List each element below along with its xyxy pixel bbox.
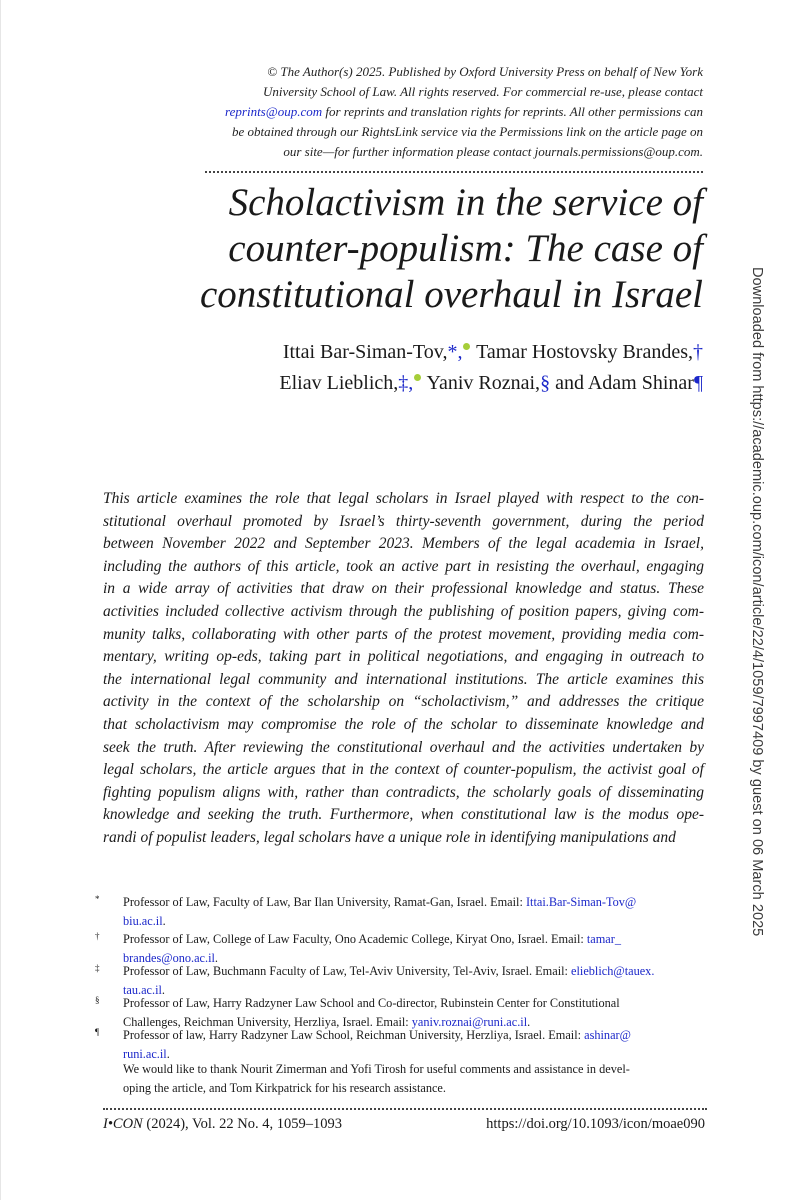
- footnote-symbol: †: [95, 931, 100, 941]
- email-link-cont[interactable]: biu.ac.il: [123, 914, 163, 928]
- footnote-mark-pilcrow[interactable]: ¶: [693, 372, 703, 394]
- copyright-line-5: our site—for further information please contact journals.permissions@oup.com.: [283, 144, 703, 159]
- footnote-5: [95, 1026, 707, 1064]
- copyright-line-3-text: for reprints and translation rights for reprints. All other permissions can: [322, 104, 703, 119]
- footnote-symbol: §: [95, 995, 100, 1005]
- footnote-text: [123, 893, 707, 931]
- copyright-notice: [170, 62, 703, 162]
- footnote-body: Professor of Law, Harry Radzyner Law School and Co-director, Rubinstein Center for Constitutional: [123, 996, 620, 1010]
- abstract-line: stitutional overhaul promoted by Israel’s thirty-seventh government, during the period: [103, 512, 704, 530]
- footnote-mark-dagger[interactable]: †: [693, 341, 703, 363]
- abstract-line: activity in the context of the scholarship on “scholactivism,” and addresses the critique: [103, 693, 704, 711]
- abstract-line: between November 2022 and September 2023. Members of the legal academia in Israel,: [103, 535, 704, 553]
- orcid-icon[interactable]: [463, 343, 470, 350]
- email-link[interactable]: tamar_: [586, 932, 622, 946]
- author-line-1: [200, 337, 703, 368]
- footnote-mark-star[interactable]: *,: [447, 341, 463, 363]
- footnote-period: .: [527, 1015, 531, 1029]
- abstract-line: This article examines the role that legal scholars in Israel played with respect to the con-: [103, 490, 704, 507]
- footnote-mark-section[interactable]: §: [540, 372, 551, 394]
- abstract-line: fighting populism aligns with, rather than contradicts, the scholarly goals of disseminating: [103, 783, 704, 801]
- footnote-body: Professor of Law, College of Law Faculty, Ono Academic College, Kiryat Ono, Israel. Email:: [123, 932, 587, 946]
- author-line-2: [200, 368, 703, 399]
- author-roznai: Yaniv Roznai,: [426, 372, 541, 394]
- email-link[interactable]: yaniv.roznai@runi.ac.il: [411, 1015, 528, 1029]
- title-line-2: counter-populism: The case of: [228, 227, 703, 270]
- author-shinar: and Adam Shinar: [550, 372, 694, 394]
- footnote-body: Professor of Law, Buchmann Faculty of Law, Tel-Aviv University, Tel-Aviv, Israel. Email:: [123, 964, 572, 978]
- title-line-1: Scholactivism in the service of: [228, 181, 703, 224]
- email-link-cont[interactable]: tau.ac.il: [123, 983, 162, 997]
- download-watermark: [740, 267, 766, 937]
- top-dotted-rule: [205, 171, 703, 173]
- article-title: [150, 180, 703, 318]
- download-note: Downloaded from https://academic.oup.com/icon/article/22/4/1059/7997409 by guest on 06 March 2025: [749, 267, 765, 937]
- copyright-line-1: © The Author(s) 2025. Published by Oxford University Press on behalf of New York: [267, 64, 703, 79]
- journal-citation: [103, 1116, 342, 1133]
- abstract-line: knowledge and seeking the truth. Furthermore, when constitutional law is the modus ope-: [103, 806, 704, 824]
- author-bar-siman-tov: Ittai Bar-Siman-Tov,: [282, 341, 448, 363]
- email-link-cont[interactable]: brandes@ono.ac.il: [123, 951, 215, 965]
- abstract-line: legal scholars, the article argues that in the context of counter-populism, the activist goal of: [103, 761, 704, 779]
- copyright-line-3: [170, 102, 703, 122]
- abstract-line: mentary, writing op-eds, taking part in political negotiations, and engaging in outreach to: [103, 648, 704, 666]
- footnote-body: Professor of Law, Faculty of Law, Bar Ilan University, Ramat-Gan, Israel. Email:: [123, 895, 526, 909]
- journal-volume: (2024), Vol. 22 No. 4, 1059–1093: [142, 1116, 342, 1132]
- footnote-1: [95, 893, 707, 931]
- acknowledgment-line-1: We would like to thank Nourit Zimerman and Yofi Tirosh for useful comments and assistance in devel-: [123, 1062, 630, 1076]
- footnote-period: .: [162, 914, 166, 928]
- title-line-3: constitutional overhaul in Israel: [199, 273, 703, 316]
- footnote-period: .: [161, 983, 165, 997]
- acknowledgment: [123, 1060, 707, 1098]
- footnote-body-cont: Challenges, Reichman University, Herzliya, Israel. Email:: [123, 1015, 412, 1029]
- footnote-symbol: ‡: [95, 963, 100, 973]
- email-link[interactable]: elieblich@tauex.: [571, 964, 655, 978]
- copyright-line-4: be obtained through our RightsLink service via the Permissions link on the article page on: [231, 124, 703, 139]
- abstract-line: in a wide array of activities that draw on their professional knowledge and status. These: [103, 580, 704, 598]
- email-link[interactable]: ashinar@: [584, 1028, 631, 1042]
- author-hostovsky-brandes: Tamar Hostovsky Brandes,: [476, 341, 693, 363]
- footnote-symbol: *: [95, 894, 100, 904]
- footnote-symbol: ¶: [95, 1027, 100, 1037]
- abstract-line: activities included collective activism through the publishing of position papers, giving com-: [103, 602, 704, 620]
- abstract-line: munity talks, collaborating with other parts of the protest movement, providing media com-: [103, 625, 704, 643]
- journal-name: I•CON: [103, 1116, 143, 1132]
- doi-link[interactable]: https://doi.org/10.1093/icon/moae090: [486, 1116, 705, 1132]
- reprints-link[interactable]: reprints@oup.com: [225, 104, 323, 119]
- email-link-cont[interactable]: runi.ac.il: [123, 1047, 167, 1061]
- abstract-line: the international legal community and international institutions. The article examines this: [103, 670, 704, 688]
- footnote-period: .: [214, 951, 218, 965]
- footnote-mark-double-dagger[interactable]: ‡,: [398, 372, 414, 394]
- footnote-period: .: [166, 1047, 170, 1061]
- abstract-line: including the authors of this article, took an active part in resisting the overhaul, engaging: [103, 557, 704, 575]
- bottom-dotted-rule: [103, 1108, 707, 1110]
- orcid-icon[interactable]: [414, 374, 421, 381]
- footnote-text: [123, 1026, 707, 1064]
- abstract: [103, 488, 704, 850]
- abstract-line: that scholactivism may compromise the role of the scholar to disseminate knowledge and: [103, 715, 704, 733]
- author-lieblich: Eliav Lieblich,: [279, 372, 399, 394]
- author-list: [200, 337, 703, 399]
- footnote-body: Professor of law, Harry Radzyner Law School, Reichman University, Herzliya, Israel. Email:: [123, 1028, 585, 1042]
- abstract-line: seek the truth. After reviewing the constitutional overhaul and the activities undertaken by: [103, 738, 704, 756]
- email-link[interactable]: Ittai.Bar-Siman-Tov@: [525, 895, 637, 909]
- copyright-line-2: University School of Law. All rights reserved. For commercial re-use, please contact: [263, 84, 703, 99]
- acknowledgment-line-2: oping the article, and Tom Kirkpatrick for his research assistance.: [123, 1081, 446, 1095]
- abstract-line: randi of populist leaders, legal scholars have a unique role in identifying manipulations and: [103, 828, 676, 846]
